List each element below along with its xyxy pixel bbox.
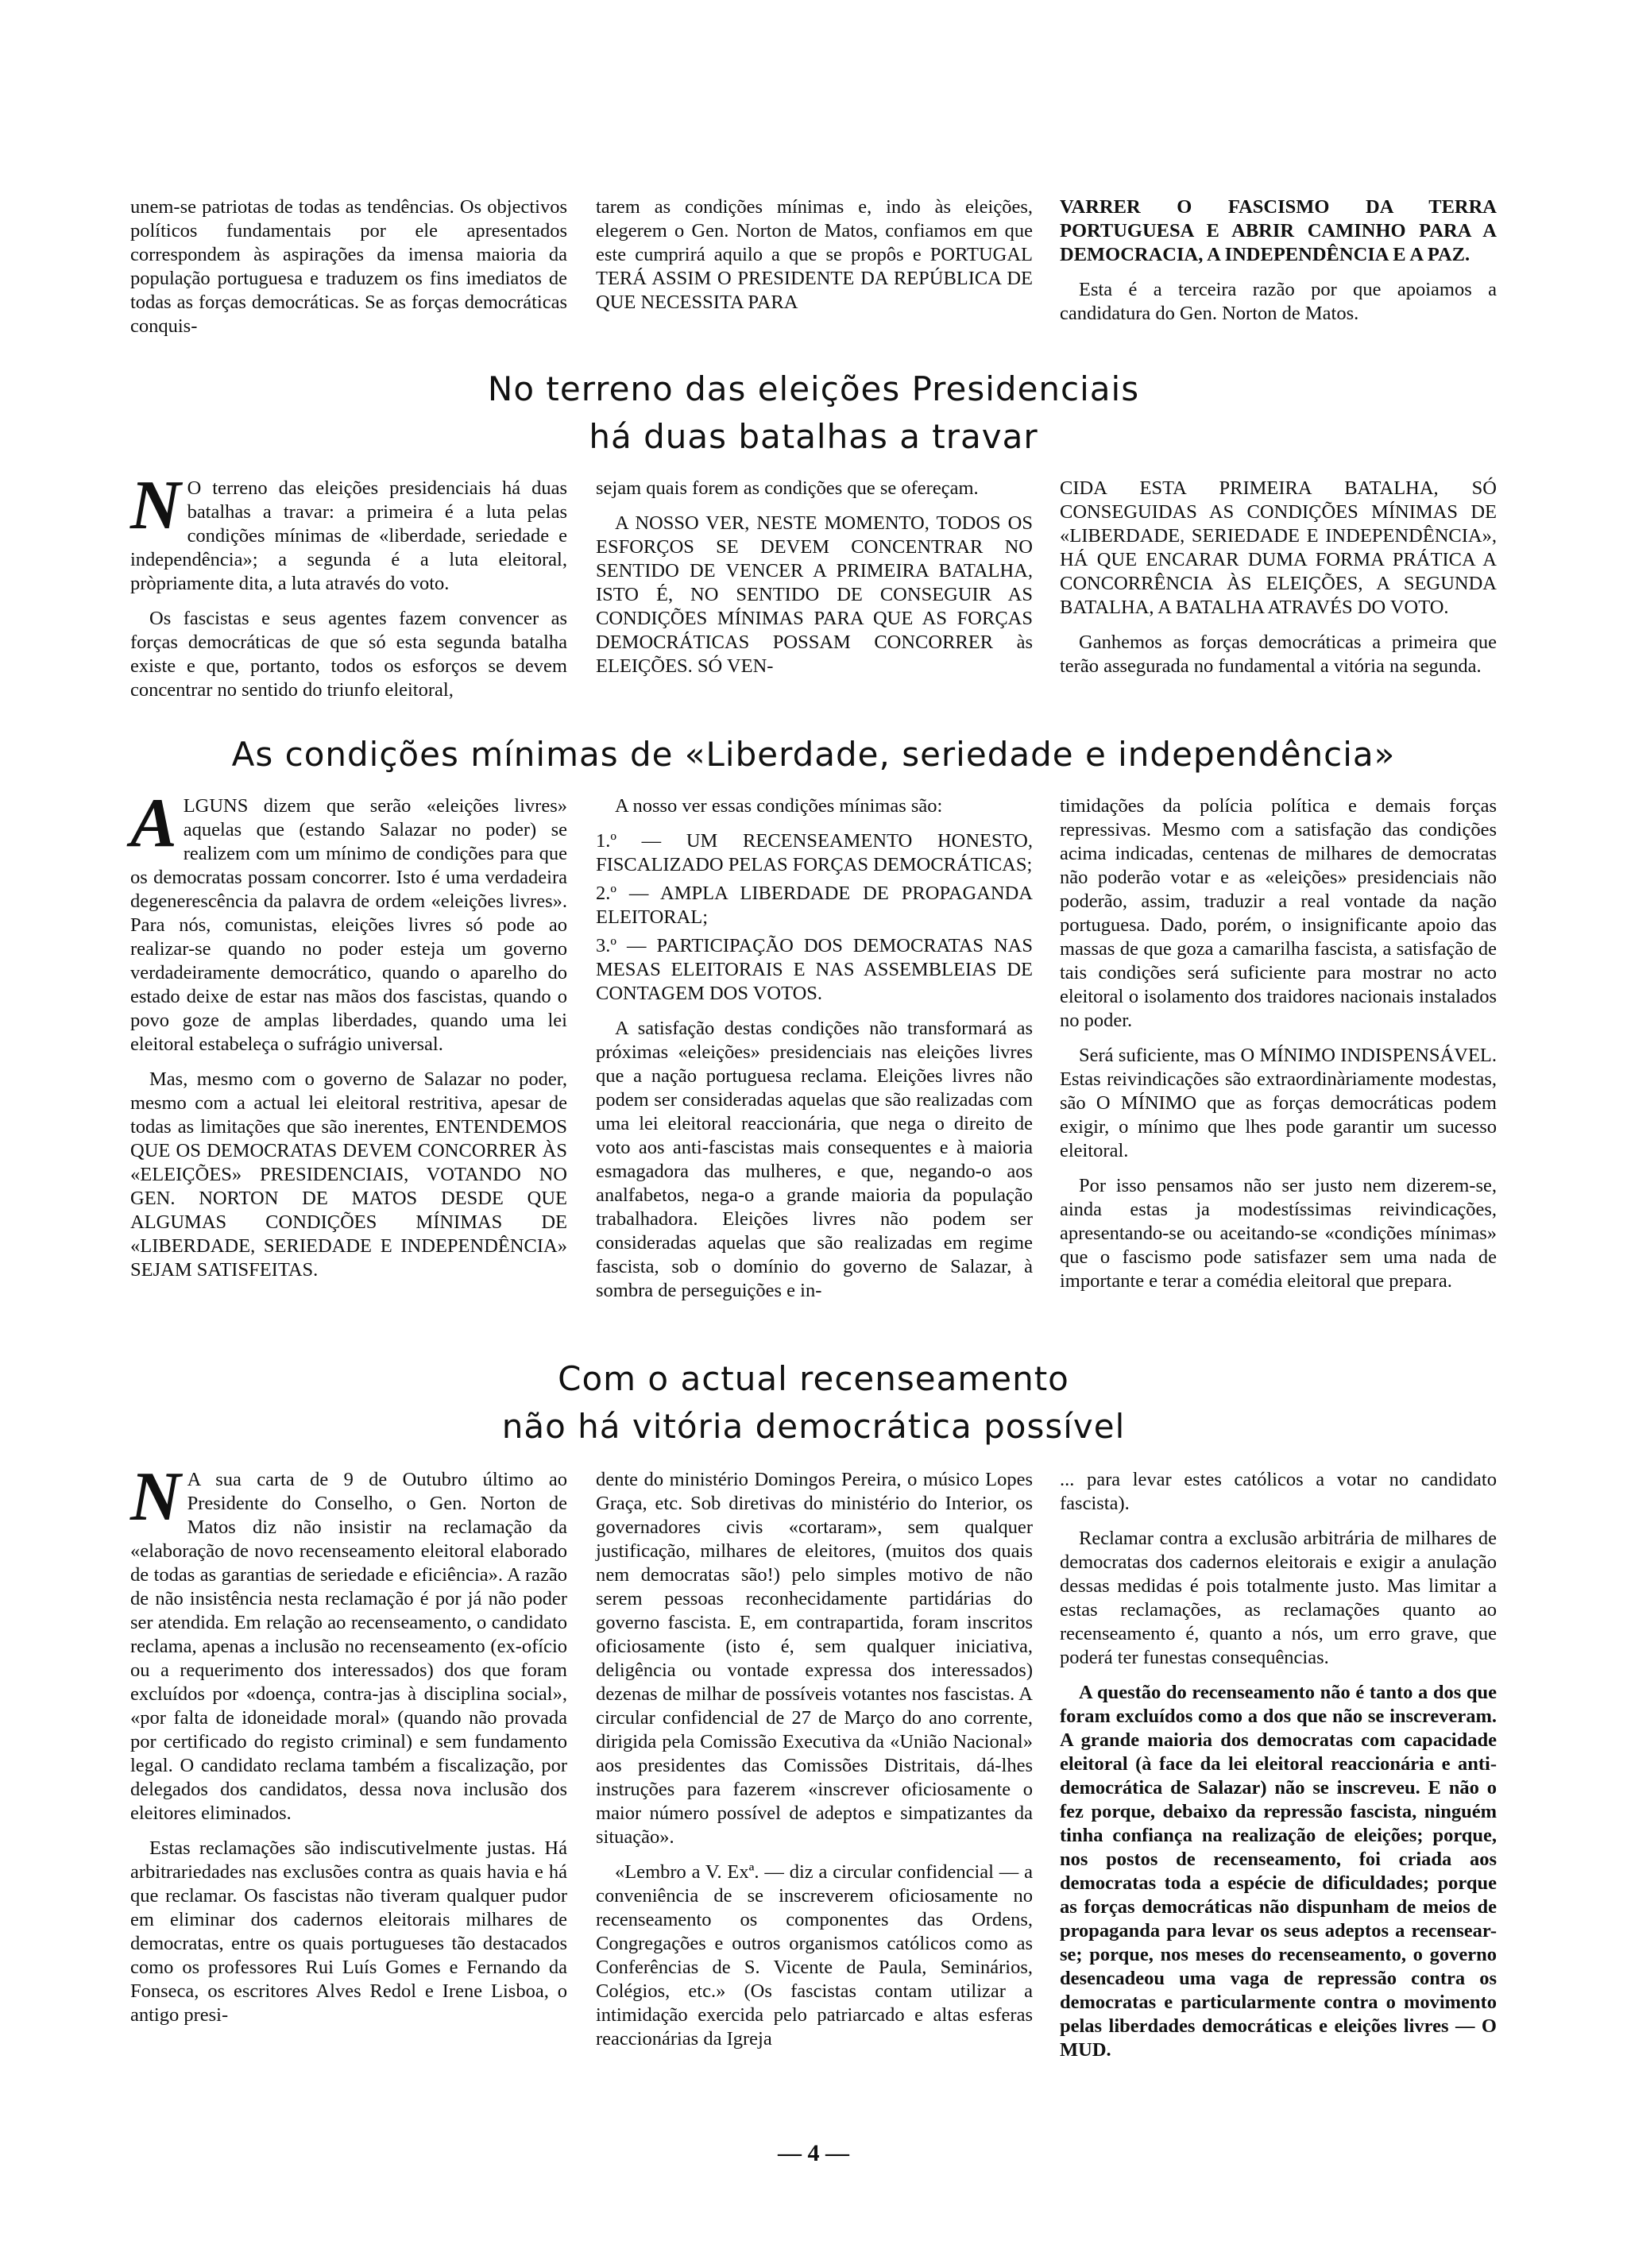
section1-col3-text: Esta é a terceira razão por que apoiamos a candidatura do Gen. Norton de Matos.: [1060, 279, 1497, 324]
page-number: — 4 —: [778, 2140, 849, 2166]
headline-census-line1: Com o actual recenseamento: [558, 1359, 1069, 1398]
headline-presidential-battles-line1: No terreno das eleições Presidenciais: [487, 369, 1140, 408]
section2-column2: [596, 477, 1033, 690]
section1-column1: [130, 195, 567, 350]
section1-col2-text: tarem as condições mínimas e, indo às eleições, elegerem o Gen. Norton de Matos, confiamos em que este cumprirá aquilo a que se propôs e PORTUGAL TERÁ ASSIM O PRESIDENTE DA REPÚBLICA DE QUE NECESSITA PARA: [596, 196, 1033, 313]
section2-col3-text-b: Ganhemos as forças democráticas a primeira que terão assegurada no fundamental a vitória na segunda.: [1060, 632, 1497, 677]
section1-col3-caps: VARRER O FASCISMO DA TERRA PORTUGUESA E ABRIR CAMINHO PARA A DEMOCRACIA, A INDEPENDÊNCIA E A PAZ.: [1060, 196, 1497, 265]
section4-column2: [596, 1468, 1033, 2062]
section4-col3-text-c: A questão do recenseamento não é tanto a dos que foram excluídos como a dos que não se inscreveram. A grande maioria dos democratas com capacidade eleitoral (à face da lei eleitoral reaccionária e anti-democrática de Salazar) não se inscreveu. E não o fez porque, debaixo da repressão fascista, ninguém tinha confiança na realização de eleições; porque, nos postos de recenseamento, foi criada aos democratas toda a espécie de dificuldades; porque as forças democráticas não dispunham de meios de propaganda para levar os seus adeptos a recensear-se; porque, nos meses do recenseamento, o governo desencadeou uma vaga de repressão contra os democratas e particularmente contra o movimento pelas liberdades democráticas e eleições livres — O MUD.: [1060, 1682, 1497, 2061]
section2-column3: [1060, 477, 1497, 690]
section1-col1-text: unem-se patriotas de todas as tendências. Os objectivos políticos fundamentais por ele apresentados correspondem às aspirações da imensa maioria da população portuguesa e traduzem os fins imediatos de todas as forças democráticas. Se as forças democráticas conquis-: [130, 196, 567, 337]
section3-col1-text-b: Mas, mesmo com o governo de Salazar no poder, mesmo com a actual lei eleitoral restritiva, apesar de todas as limitações que são inerentes, ENTENDEMOS QUE OS DEMOCRATAS DEVEM CONCORRER ÀS «ELEIÇÕES» PRESIDENCIAIS, VOTANDO NO GEN. NORTON DE MATOS DESDE QUE ALGUMAS CONDIÇÕES MÍNIMAS DE «LIBERDADE, SERIEDADE E INDEPENDÊNCIA» SEJAM SATISFEITAS.: [130, 1068, 567, 1281]
section4-col1-text-a: A sua carta de 9 de Outubro último ao Presidente do Conselho, o Gen. Norton de Matos diz não insistir na reclamação da «elaboração de novo recenseamento eleitoral elaborado de todas as garantias de seriedade e eficiência». A razão de não insistência nesta reclamação é por já não poder ser atendida. Em relação ao recenseamento, o candidato reclama, apenas a inclusão no recenseamento (ex-ofício ou a requerimento dos interessados) dos que foram excluídos por «doença, contra-jas à disciplina social», «por falta de idoneidade moral» (quando não provada por certificado do registo criminal) e sem fundamento legal. O candidato reclama também a fiscalização, por delegados dos candidatos, dessa nova inclusão dos eleitores eliminados.: [130, 1469, 567, 1824]
section3-col3-text-a: timidações da polícia política e demais forças repressivas. Mesmo com a satisfação das condições acima indicadas, centenas de milhares de democratas não poderão votar e as «eleições» presidenciais não poderão, assim, traduzir a real vontade da nação portuguesa. Dado, porém, o insignificante apoio das massas de que goza a camarilha fascista, a satisfação de tais condições será suficiente para mostrar no acto eleitoral o isolamento dos traidores nacionais instalados no poder.: [1060, 795, 1497, 1031]
section2-col2-text-b: A NOSSO VER, NESTE MOMENTO, TODOS OS ESFORÇOS SE DEVEM CONCENTRAR NO SENTIDO DE VENCER A PRIMEIRA BATALHA, ISTO É, NO SENTIDO DE CONSEGUIR AS CONDIÇÕES MÍNIMAS PARA QUE AS FORÇAS DEMOCRÁTICAS POSSAM CONCORRER às ELEIÇÕES. SÓ VEN-: [596, 512, 1033, 677]
section3-col1-intro: [130, 785, 567, 1057]
section4-col1-text-b: Estas reclamações são indiscutivelmente justas. Há arbitrariedades nas exclusões contra as quais havia e há que reclamar. Os fascistas não tiveram qualquer pudor em eliminar dos cadernos eleitorais milhares de democratas, entre os quais portugueses tão destacados como os professores Rui Luís Gomes e Fernando da Fonseca, os escritores Alves Redol e Irene Lisboa, o antigo presi-: [130, 1837, 567, 2026]
section4-col3-text-a: ... para levar estes católicos a votar no candidato fascista).: [1060, 1469, 1497, 1514]
section3-col2-intro: A nosso ver essas condições mínimas são:: [615, 795, 943, 817]
section2-col1-intro: [130, 467, 567, 596]
section4-column1: [130, 1459, 567, 2038]
section4-col2-text-a: dente do ministério Domingos Pereira, o músico Lopes Graça, etc. Sob diretivas do ministério do Interior, os governadores civis «cortaram», sem qualquer justificação, milhares de eleitores, (muitos dos quais nem democratas são!) pelo simples motivo de não serem pessoas reconhecidamente partidárias do governo fascista. E, em contrapartida, foram inscritos oficiosamente (isto é, sem qualquer iniciativa, deligência ou vontade expressa dos interessados) dezenas de milhar de possíveis votantes nos fascistas. A circular confidencial de 27 de Março do ano corrente, dirigida pela Comissão Executiva da «União Nacional» aos presidentes das Comissões Distritais, dá-lhes instruções para fazerem «inscrever oficiosamente o maior número possível de adeptos e simpatizantes da situação».: [596, 1469, 1033, 1848]
section2-column1: [130, 467, 567, 713]
section2-dropcap: N: [130, 467, 181, 544]
section3-col3-text-c: Por isso pensamos não ser justo nem dizerem-se, ainda estas ja modestíssimas reivindicações, apresentando-se ou aceitando-se «condições mínimas» que o fascismo pode satisfazer sem uma nada de importante e terar a comédia eleitoral que prepara.: [1060, 1175, 1497, 1292]
headline-presidential-battles-line2: há duas batalhas a travar: [589, 417, 1038, 456]
section3-dropcap: A: [130, 785, 177, 862]
section4-col1-intro: [130, 1459, 567, 1826]
section3-condition-1: 1.º — UM RECENSEAMENTO HONESTO, FISCALIZADO PELAS FORÇAS DEMOCRÁTICAS;: [596, 830, 1033, 875]
section3-column3: [1060, 794, 1497, 1304]
section2-col3-text-a: CIDA ESTA PRIMEIRA BATALHA, SÓ CONSEGUIDAS AS CONDIÇÕES MÍNIMAS DE «LIBERDADE, SERIEDADE E INDEPENDÊNCIA», HÁ QUE ENCARAR DUMA FORMA PRÁTICA A CONCORRÊNCIA ÀS ELEIÇÕES, A SEGUNDA BATALHA, A BATALHA ATRAVÉS DO VOTO.: [1060, 477, 1497, 618]
section4-dropcap: N: [130, 1459, 181, 1536]
section3-column2: [596, 794, 1033, 1314]
section3-column1: [130, 785, 567, 1293]
section1-column3: [1060, 195, 1497, 337]
headline-census-line2: não há vitória democrática possível: [501, 1407, 1126, 1446]
section4-column3: [1060, 1468, 1497, 2073]
section4-col2-text-b: «Lembro a V. Exª. — diz a circular confidencial — a conveniência de se inscreverem oficiosamente no recenseamento os componentes das Ordens, Congregações e outros organismos católicos como as Conferências de S. Vicente de Paula, Seminários, Colégios, etc.» (Os fascistas contam utilizar a intimidação exercida pelo patriarcado e altas esferas reaccionárias da Igreja: [596, 1861, 1033, 2050]
section2-col2-text-a: sejam quais forem as condições que se ofereçam.: [596, 477, 979, 499]
section4-col3-text-b: Reclamar contra a exclusão arbitrária de milhares de democratas dos cadernos eleitorais e exigir a anulação dessas medidas é pois totalmente justo. Mas limitar a estas reclamações, as reclamações quanto ao recenseamento é, quanto a nós, um erro grave, que poderá ter funestas consequências.: [1060, 1528, 1497, 1668]
section2-col1-text-a: O terreno das eleições presidenciais há duas batalhas a travar: a primeira é a luta pelas condições mínimas de «liberdade, seriedade e independência»; a segunda é a luta eleitoral, pròpriamente dita, a luta através do voto.: [130, 477, 567, 594]
headline-minimum-conditions: As condições mínimas de «Liberdade, seriedade e independência»: [231, 735, 1396, 774]
section3-col2-text-b: A satisfação destas condições não transformará as próximas «eleições» presidenciais nas eleições livres que a nação portuguesa reclama. Eleições livres não podem ser consideradas aquelas que são realizadas com uma lei eleitoral reaccionária, que nega o direito de voto aos anti-fascistas mais consequentes e à maioria esmagadora das mulheres, e que, negando-o aos analfabetos, nega-o a grande maioria da população trabalhadora. Eleições livres não podem ser consideradas aquelas que são realizadas em regime fascista, sob o domínio do governo de Salazar, à sombra de perseguições e in-: [596, 1018, 1033, 1301]
section1-column2: [596, 195, 1033, 326]
section3-col1-text-a: LGUNS dizem que serão «eleições livres» aquelas que (estando Salazar no poder) se realizem com um mínimo de condições para que os democratas possam concorrer. Isto é uma verdadeira degenerescência da palavra de ordem «eleições livres». Para nós, comunistas, eleições livres só pode ao realizar-se quando no poder esteja um governo verdadeiramente democrático, quando o aparelho do estado deixe de estar nas mãos dos fascistas, quando o povo goze de amplas liberdades, quando uma lei eleitoral estabeleça o sufrágio universal.: [130, 795, 567, 1055]
section3-col3-text-b: Será suficiente, mas O MÍNIMO INDISPENSÁVEL. Estas reivindicações são extraordinàriamente modestas, são O MÍNIMO que as forças democráticas podem exigir, o mínimo que lhes pode garantir um sucesso eleitoral.: [1060, 1045, 1497, 1161]
section2-col1-text-b: Os fascistas e seus agentes fazem convencer as forças democráticas de que só esta segunda batalha existe e que, portanto, todos os esforços se devem concentrar no sentido do triunfo eleitoral,: [130, 608, 567, 701]
section3-condition-3: 3.º — PARTICIPAÇÃO DOS DEMOCRATAS NAS MESAS ELEITORAIS E NAS ASSEMBLEIAS DE CONTAGEM DOS VOTOS.: [596, 935, 1033, 1004]
section3-condition-2: 2.º — AMPLA LIBERDADE DE PROPAGANDA ELEITORAL;: [596, 883, 1033, 928]
